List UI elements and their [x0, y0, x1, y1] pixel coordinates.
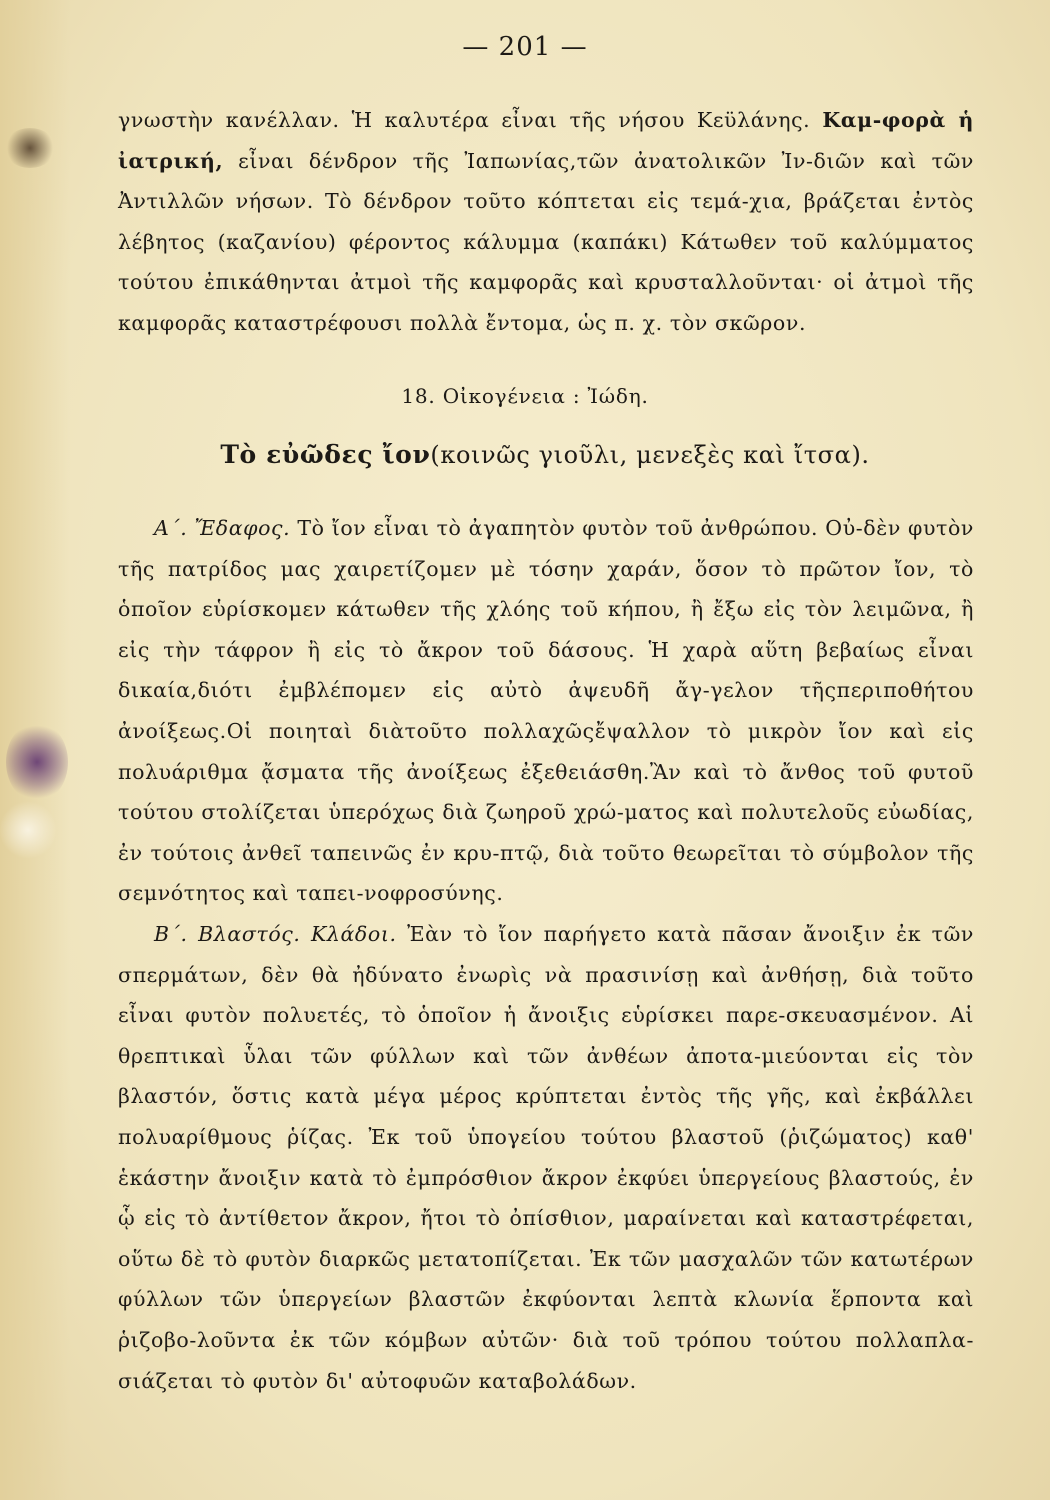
camphor-text-rest: εἶναι δένδρον τῆς Ἰαπωνίας,τῶν ἀνατολικῶν Ἰν-διῶν καὶ τῶν Ἀντιλλῶν νήσων. Τὸ δένδρον τοῦτο κόπτεται εἰς τεμά-χια, βράζεται ἐντὸς λέβητος (καζανίου) φέροντος κάλυμμα (καπάκι) Κάτωθεν τοῦ καλύμματος τούτου ἐπικάθηνται ἀτμοὶ τῆς καμφορᾶς καὶ κρυσταλλοῦνται· οἱ ἀτμοὶ τῆς καμφορᾶς καταστρέφουσι πολλὰ ἔντομα, ὡς π. χ. τὸν σκῶρον. — [118, 148, 974, 335]
camphor-text-start: γνωστὴν κανέλλαν. Ἡ καλυτέρα εἶναι τῆς νήσου Κεϋλάνης. — [118, 108, 823, 132]
page-number: — 201 — — [462, 32, 588, 62]
paragraph-camphor — [118, 100, 974, 344]
soil-label: Α΄. Ἔδαφος. — [154, 516, 291, 540]
section-title-rest: (κοινῶς γιοῦλι, μενεξὲς καὶ ἴτσα). — [430, 441, 870, 469]
section-title-bold: Τὸ εὐῶδες ἴον — [220, 440, 431, 469]
paragraph-stem — [118, 914, 974, 1401]
paper-tear-stain — [0, 800, 56, 860]
family-heading: 18. Οἰκογένεια : Ἰώδη. — [401, 384, 649, 408]
soil-text: Τὸ ἴον εἶναι τὸ ἀγαπητὸν φυτὸν τοῦ ἀνθρώπου. Οὐ-δὲν φυτὸν τῆς πατρίδος μας χαιρετίζομεν μὲ τόσην χαράν, ὅσον τὸ πρῶτον ἴον, τὸ ὁποῖον εὑρίσκομεν κάτωθεν τῆς χλόης τοῦ κήπου, ἢ ἔξω εἰς τὸν λειμῶνα, ἢ εἰς τὴν τάφρον ἢ εἰς τὸ ἄκρον τοῦ δάσους. Ἡ χαρὰ αὕτη βεβαίως εἶναι δικαία,διότι ἐμβλέπομεν εἰς αὐτὸ ἀψευδῆ ἄγ-γελον τῆςπεριποθήτου ἀνοίξεως.Οἱ ποιηταὶ διὰτοῦτο πολλαχῶςἔψαλλον τὸ μικρὸν ἴον καὶ εἰς πολυάριθμα ᾄσματα τῆς ἀνοίξεως ἐξεθειάσθη.Ἂν καὶ τὸ ἄνθος τοῦ φυτοῦ τούτου στολίζεται ὑπερόχως διὰ ζωηροῦ χρώ-ματος καὶ πολυτελοῦς εὐωδίας, ἐν τούτοις ἀνθεῖ ταπεινῶς ἐν κρυ-πτῷ, διὰ τοῦτο θεωρεῖται τὸ σύμβολον τῆς σεμνότητος καὶ ταπει-νοφροσύνης. — [118, 516, 974, 906]
stem-text: Ἐὰν τὸ ἴον παρήγετο κατὰ πᾶσαν ἄνοιξιν ἐκ τῶν σπερμάτων, δὲν θὰ ἠδύνατο ἐνωρὶς νὰ πρασινίσῃ καὶ ἀνθήσῃ, διὰ τοῦτο εἶναι φυτὸν πολυετές, τὸ ὁποῖον ἡ ἄνοιξις εὑρίσκει παρε-σκευασμένον. Αἱ θρεπτικαὶ ὗλαι τῶν φύλλων καὶ τῶν ἀνθέων ἀποτα-μιεύονται εἰς τὸν βλαστόν, ὅστις κατὰ μέγα μέρος κρύπτεται ἐντὸς τῆς γῆς, καὶ ἐκβάλλει πολυαρίθμους ῥίζας. Ἐκ τοῦ ὑπογείου τούτου βλαστοῦ (ῥιζώματος) καθ' ἑκάστην ἄνοιξιν κατὰ τὸ ἐμπρόσθιον ἄκρον ἐκφύει ὑπεργείους βλαστούς, ἐν ᾧ εἰς τὸ ἀντίθετον ἄκρον, ἤτοι τὸ ὀπίσθιον, μαραίνεται καὶ καταστρέφεται, οὕτω δὲ τὸ φυτὸν διαρκῶς μετατοπίζεται. Ἐκ τῶν μασχαλῶν τῶν κατωτέρων φύλλων τῶν ὑπεργείων βλαστῶν ἐκφύονται λεπτὰ κλωνία ἕρποντα καὶ ῥιζοβο-λοῦντα ἐκ τῶν κόμβων αὐτῶν· διὰ τοῦ τρόπου τούτου πολλαπλα-σιάζεται τὸ φυτὸν δι' αὐτοφυῶν καταβολάδων. — [118, 922, 974, 1393]
section-title — [0, 440, 1050, 469]
stem-label: Β΄. Βλαστός. Κλάδοι. — [154, 922, 397, 946]
pressed-flower-stain-top — [4, 128, 56, 168]
paragraph-soil — [118, 508, 974, 914]
pressed-flower-stain-violet — [6, 722, 68, 802]
camphor-heading: Καμ-φορὰ ἡ ἰατρική, — [118, 108, 974, 173]
